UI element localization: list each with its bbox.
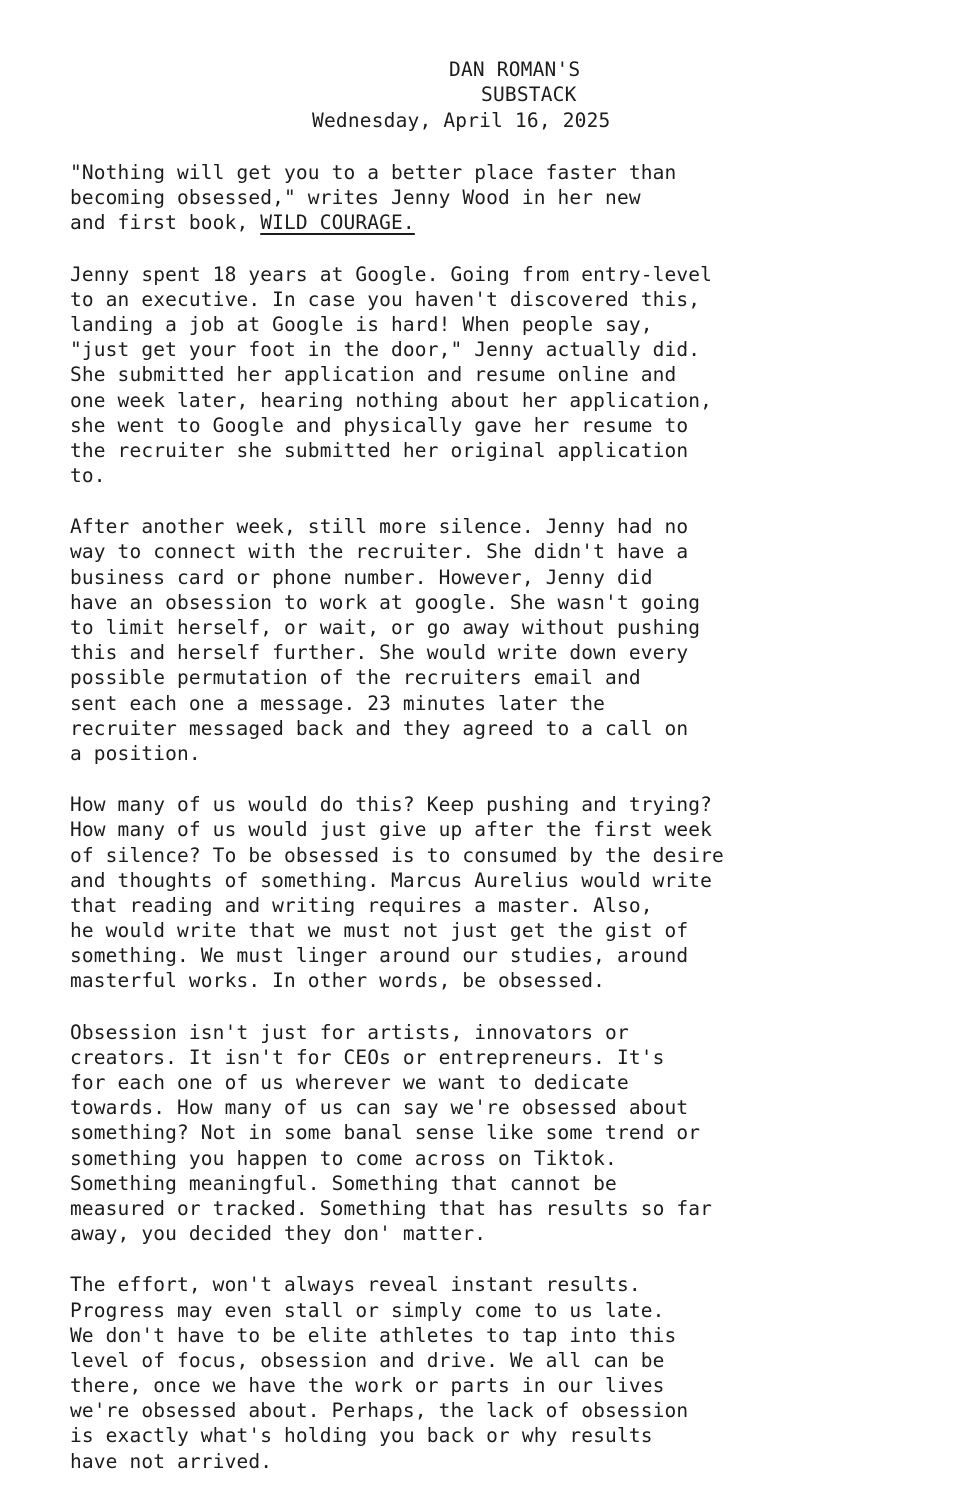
paragraph-3 — [70, 514, 950, 766]
text-line: How many of us would do this? Keep pushing and trying? — [70, 793, 713, 817]
text-line: we're obsessed about. Perhaps, the lack of obsession — [70, 1399, 689, 1423]
text-line: The effort, won't always reveal instant results. — [70, 1273, 641, 1297]
text-line: something? Not in some banal sense like some trend or — [70, 1121, 701, 1145]
text-line: something. We must linger around our studies, around — [70, 944, 689, 968]
text-line: that reading and writing requires a master. Also, — [70, 893, 653, 917]
text-line: she went to Google and physically gave her resume to — [70, 413, 689, 437]
text-line: way to connect with the recruiter. She didn't have a — [70, 540, 689, 564]
text-line: towards. How many of us can say we're obsessed about — [70, 1096, 689, 1120]
text-line: to an executive. In case you haven't discovered this, — [70, 287, 701, 311]
article-body — [70, 160, 950, 1500]
text-line: a position. — [70, 741, 201, 765]
text-line: have an obsession to work at google. She wasn't going — [70, 590, 701, 614]
paragraph-6 — [70, 1272, 950, 1474]
text-line: sent each one a message. 23 minutes later the — [70, 691, 606, 715]
text-line: measured or tracked. Something that has results so far — [70, 1196, 713, 1220]
text-line: becoming obsessed," writes Jenny Wood in her new — [70, 186, 641, 210]
text-line: business card or phone number. However, Jenny did — [70, 565, 653, 589]
text-line: She submitted her application and resume online and — [70, 363, 677, 387]
paragraph-5 — [70, 1020, 950, 1247]
text-line: something you happen to come across on Tiktok. — [70, 1146, 617, 1170]
text-line: Jenny spent 18 years at Google. Going from entry-level — [70, 262, 713, 286]
text-line-prefix: and first book, — [70, 211, 261, 235]
text-line: Obsession isn't just for artists, innovators or — [70, 1020, 629, 1044]
header-title-line-2: SUBSTACK — [481, 83, 577, 106]
text-line: landing a job at Google is hard! When people say, — [70, 312, 653, 336]
text-line: the recruiter she submitted her original application — [70, 438, 689, 462]
text-line: he would write that we must not just get the gist of — [70, 919, 689, 943]
text-line: After another week, still more silence. Jenny had no — [70, 515, 689, 539]
text-line: there, once we have the work or parts in our lives — [70, 1374, 665, 1398]
text-line: away, you decided they don' matter. — [70, 1222, 487, 1246]
text-line: is exactly what's holding you back or why results — [70, 1424, 653, 1448]
text-line: of silence? To be obsessed is to consumed by the desire — [70, 843, 724, 867]
text-line: masterful works. In other words, be obsessed. — [70, 969, 606, 993]
text-line: to. — [70, 464, 106, 488]
text-line: creators. It isn't for CEOs or entrepreneurs. It's — [70, 1045, 665, 1069]
text-line: How many of us would just give up after the first week — [70, 818, 713, 842]
text-line: "Nothing will get you to a better place faster than — [70, 161, 677, 184]
text-line: possible permutation of the recruiters email and — [70, 666, 641, 690]
text-line: Something meaningful. Something that cannot be — [70, 1171, 617, 1195]
text-line — [70, 210, 950, 235]
book-title: WILD COURAGE. — [260, 211, 415, 235]
text-line: We don't have to be elite athletes to tap into this — [70, 1323, 677, 1347]
header-date: Wednesday, April 16, 2025 — [312, 109, 611, 132]
text-line: level of focus, obsession and drive. We all can be — [70, 1348, 665, 1372]
text-line: "just get your foot in the door," Jenny actually did. — [70, 338, 701, 362]
text-line: to limit herself, or wait, or go away without pushing — [70, 616, 701, 639]
paragraph-2 — [70, 262, 950, 489]
paragraph-1 — [70, 160, 950, 236]
text-line: for each one of us wherever we want to dedicate — [70, 1071, 629, 1094]
header-title-line-1: DAN ROMAN'S — [449, 58, 581, 81]
text-line: Progress may even stall or simply come to us late. — [70, 1298, 665, 1322]
text-line: have not arrived. — [70, 1449, 273, 1473]
paragraph-4 — [70, 792, 950, 994]
text-line: and thoughts of something. Marcus Aurelius would write — [70, 868, 713, 892]
text-line: one week later, hearing nothing about her application, — [70, 388, 713, 412]
text-line: recruiter messaged back and they agreed to a call on — [70, 716, 689, 740]
text-line: this and herself further. She would write down every — [70, 641, 689, 665]
